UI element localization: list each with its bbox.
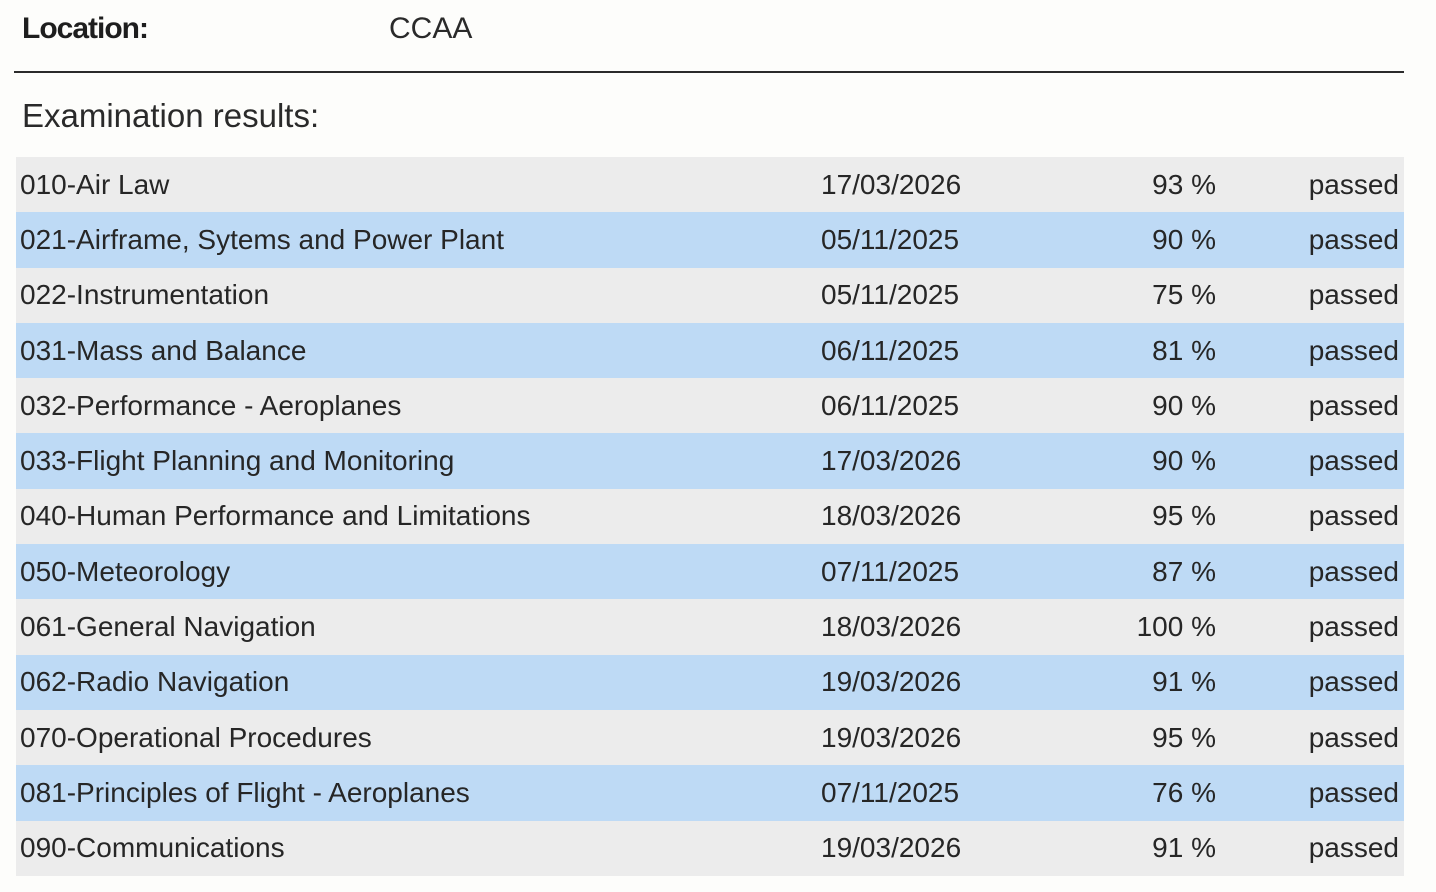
table-row [16,821,1404,876]
date-cell: 06/11/2025 [821,389,960,421]
date-cell: 19/03/2026 [821,832,962,864]
subject-cell: 022-Instrumentation [20,279,270,311]
table-row [16,157,1404,212]
result-cell: passed [1308,445,1399,477]
score-cell: 76 % [1152,776,1216,808]
subject-cell: 062-Radio Navigation [20,666,290,698]
score-cell: 93 % [1152,168,1216,200]
date-cell: 07/11/2025 [821,555,960,587]
table-row [16,378,1404,433]
score-cell: 91 % [1152,832,1216,864]
table-row [16,655,1404,710]
subject-cell: 040-Human Performance and Limitations [20,500,531,532]
result-cell: passed [1308,223,1399,255]
result-cell: passed [1308,500,1399,532]
score-cell: 90 % [1152,445,1216,477]
results-table [16,157,1404,876]
result-cell: passed [1308,389,1399,421]
table-row [16,599,1404,654]
result-cell: passed [1308,776,1399,808]
subject-cell: 050-Meteorology [20,555,231,587]
score-cell: 81 % [1152,334,1216,366]
score-cell: 95 % [1152,721,1216,753]
date-cell: 05/11/2025 [821,279,960,311]
result-cell: passed [1308,168,1399,200]
date-cell: 18/03/2026 [821,500,962,532]
date-cell: 17/03/2026 [821,445,962,477]
result-cell: passed [1308,334,1399,366]
table-row [16,323,1404,378]
result-cell: passed [1308,666,1399,698]
location-value: CCAA [389,12,473,45]
date-cell: 19/03/2026 [821,721,962,753]
result-cell: passed [1308,832,1399,864]
result-cell: passed [1308,555,1399,587]
subject-cell: 090-Communications [20,832,285,864]
date-cell: 19/03/2026 [821,666,962,698]
table-row [16,489,1404,544]
score-cell: 90 % [1152,389,1216,421]
result-cell: passed [1308,721,1399,753]
subject-cell: 032-Performance - Aeroplanes [20,389,402,421]
subject-cell: 033-Flight Planning and Monitoring [20,445,455,477]
subject-cell: 070-Operational Procedures [20,721,372,753]
date-cell: 18/03/2026 [821,611,962,643]
date-cell: 06/11/2025 [821,334,960,366]
score-cell: 87 % [1152,555,1216,587]
result-cell: passed [1308,279,1399,311]
score-cell: 95 % [1152,500,1216,532]
subject-cell: 021-Airframe, Sytems and Power Plant [20,223,504,255]
subject-cell: 010-Air Law [20,168,170,200]
table-row [16,268,1404,323]
date-cell: 05/11/2025 [821,223,960,255]
score-cell: 91 % [1152,666,1216,698]
result-cell: passed [1308,611,1399,643]
date-cell: 17/03/2026 [821,168,962,200]
table-row [16,765,1404,820]
subject-cell: 031-Mass and Balance [20,334,307,366]
subject-cell: 061-General Navigation [20,611,316,643]
location-row [22,12,1402,52]
table-row [16,544,1404,599]
location-label: Location: [22,12,148,45]
score-cell: 75 % [1152,279,1216,311]
score-cell: 100 % [1136,611,1216,643]
table-row [16,212,1404,267]
score-cell: 90 % [1152,223,1216,255]
table-row [16,710,1404,765]
section-title: Examination results: [22,97,320,134]
subject-cell: 081-Principles of Flight - Aeroplanes [20,776,470,808]
date-cell: 07/11/2025 [821,776,960,808]
table-row [16,433,1404,488]
header-divider [14,71,1404,73]
